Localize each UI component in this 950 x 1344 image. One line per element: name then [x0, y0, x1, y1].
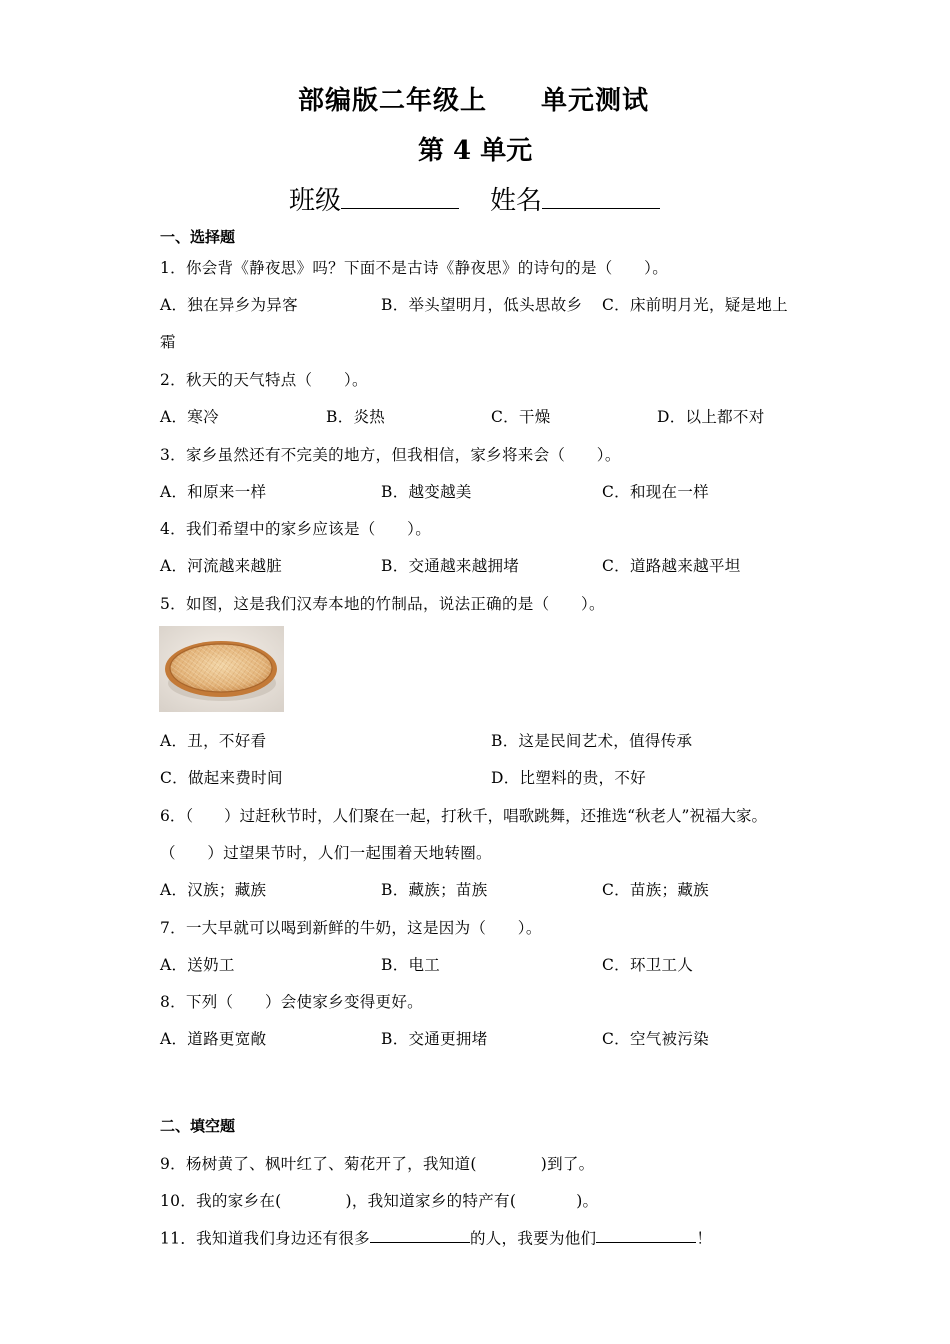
option-d: D．以上都不对: [657, 408, 765, 426]
class-label: 班级: [289, 186, 342, 216]
fill-question: [160, 1152, 594, 1174]
question-stem: 8．下列（ ）会使家乡变得更好。: [160, 993, 423, 1011]
fill-text: )。: [576, 1192, 599, 1210]
option-b: B．交通越来越拥堵: [381, 557, 520, 575]
option-c: C．做起来费时间: [160, 769, 283, 787]
question-stem-continued: （ ）过望果节时，人们一起围着天地转圈。: [160, 844, 492, 862]
option-b: B．这是民间艺术，值得传承: [491, 732, 693, 750]
fill-text: 9．杨树黄了、枫叶红了、菊花开了，我知道(: [160, 1155, 477, 1173]
class-field: [289, 180, 459, 217]
fill-question: [160, 1226, 712, 1248]
question-stem: 1．你会背《静夜思》吗？下面不是古诗《静夜思》的诗句的是（ ）。: [160, 259, 669, 277]
question-stem: 3．家乡虽然还有不完美的地方，但我相信，家乡将来会（ ）。: [160, 446, 621, 464]
section-heading: 一、选择题: [160, 228, 236, 246]
class-blank: [341, 181, 459, 209]
fill-text: 的人，我要为他们: [469, 1229, 597, 1248]
title-left: 部编版二年级上: [298, 86, 488, 116]
option-a: A．道路更宽敞: [160, 1030, 267, 1048]
name-field: [490, 180, 660, 217]
fill-text: 10．我的家乡在(: [160, 1192, 282, 1210]
fill-text: )，我知道家乡的特产有(: [345, 1192, 517, 1210]
question-stem: 2．秋天的天气特点（ ）。: [160, 371, 368, 389]
answer-blank: [596, 1226, 696, 1243]
option-b: B．炎热: [326, 408, 386, 426]
option-a: A．送奶工: [160, 956, 235, 974]
question-stem: 5．如图，这是我们汉寿本地的竹制品，说法正确的是（ ）。: [160, 595, 605, 613]
fill-text: )到了。: [540, 1155, 595, 1173]
option-a: A．汉族；藏族: [160, 881, 267, 899]
question-stem: 4．我们希望中的家乡应该是（ ）。: [160, 520, 432, 538]
option-d: D．比塑料的贵，不好: [491, 769, 646, 787]
option-b: B．电工: [381, 956, 441, 974]
option-c: C．环卫工人: [602, 956, 694, 974]
option-c: C．空气被污染: [602, 1030, 709, 1048]
name-blank: [542, 181, 660, 209]
option-b: B．藏族；苗族: [381, 881, 488, 899]
question-stem: 6．（ ）过赶秋节时，人们聚在一起，打秋千，唱歌跳舞，还推选“秋老人”祝福大家。: [160, 807, 767, 825]
option-b: B．交通更拥堵: [381, 1030, 488, 1048]
answer-blank: [370, 1226, 470, 1243]
option-b: B．越变越美: [381, 483, 472, 501]
bamboo-basket-image: [159, 626, 284, 712]
option-c: C．干燥: [491, 408, 551, 426]
fill-question: [160, 1189, 598, 1211]
option-a: A．丑，不好看: [160, 732, 267, 750]
option-a: A．和原来一样: [160, 483, 267, 501]
option-c-continued: 霜: [160, 333, 176, 351]
option-c: C．床前明月光，疑是地上: [602, 296, 788, 314]
option-b: B．举头望明月，低头思故乡: [381, 296, 583, 314]
basket-icon: [159, 626, 284, 712]
option-c: C．道路越来越平坦: [602, 557, 741, 575]
unit-title: 第 4 单元: [418, 136, 533, 166]
option-a: A．寒冷: [160, 408, 219, 426]
title-right: 单元测试: [541, 86, 650, 116]
option-a: A．独在异乡为异客: [160, 296, 298, 314]
option-a: A．河流越来越脏: [160, 557, 283, 575]
fill-text: 11．我知道我们身边还有很多: [160, 1229, 370, 1248]
name-label: 姓名: [490, 186, 543, 216]
fill-text: ！: [696, 1229, 713, 1248]
question-stem: 7．一大早就可以喝到新鲜的牛奶，这是因为（ ）。: [160, 919, 542, 937]
section-heading: 二、填空题: [160, 1117, 236, 1135]
option-c: C．和现在一样: [602, 483, 709, 501]
option-c: C．苗族；藏族: [602, 881, 709, 899]
